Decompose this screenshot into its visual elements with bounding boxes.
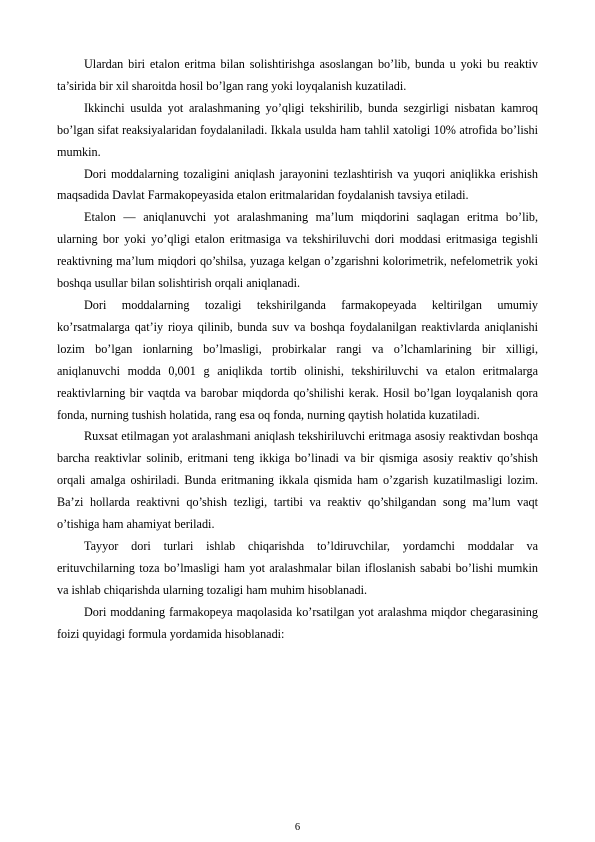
- paragraph-7: Tayyor dori turlari ishlab chiqarishda to’ldiruvchilar, yordamchi moddalar va erituvchilarning toza bo’lmasligi ham yot aralashmalar bilan ifloslanish sababi bo’lishi mumkin va ishlab chiqarishda ularning tozaligi ham muhim hisoblanadi.: [57, 538, 538, 597]
- paragraph-3: Dori moddalarning tozaligini aniqlash jarayonini tezlashtirish va yuqori aniqlikka erishish maqsadida Davlat Farmakopeyasida etalon eritmalaridan foydalanish tavsiya etiladi.: [57, 166, 538, 203]
- page-number: 6: [294, 822, 301, 833]
- document-body: [57, 54, 538, 645]
- paragraph-1: Ulardan biri etalon eritma bilan solishtirishga asoslangan bo’lib, bunda u yoki bu reaktiv ta’sirida bir xil sharoitda hosil bo’lgan rang yoki loyqalanish kuzatiladi.: [57, 57, 538, 93]
- paragraph-8: Dori moddaning farmakopeya maqolasida ko’rsatilgan yot aralashma miqdor chegarasining foizi quyidagi formula yordamida hisoblanadi:: [57, 604, 538, 641]
- paragraph-5: Dori moddalarning tozaligi tekshirilganda farmakopeyada keltirilgan umumiy ko’rsatmalarga qat’iy rioya qilinib, bunda suv va boshqa foydalanilgan reaktivlarda aniqlanishi lozim bo’lgan ionlarning bo’lmasligi, probirkalar rangi va o’lchamlarining bir xilligi, aniqlanuvchi modda 0,001 g aniqlikda tortib olinishi, tekshiriluvchi va etalon eritmalarga reaktivlarning bir vaqtda va barobar miqdorda qo’shilishi kerak. Hosil bo’lgan loyqalanish qora fonda, nurning tushish holatida, rang esa oq fonda, nurning qaytish holatida kuzatiladi.: [57, 297, 538, 422]
- paragraph-2: Ikkinchi usulda yot aralashmaning yo’qligi tekshirilib, bunda sezgirligi nisbatan kamroq bo’lgan sifat reaksiyalaridan foydalaniladi. Ikkala usulda ham tahlil xatoligi 10% atrofida bo’lishi mumkin.: [57, 100, 538, 159]
- paragraph-6: Ruxsat etilmagan yot aralashmani aniqlash tekshiriluvchi eritmaga asosiy reaktivdan boshqa barcha reaktivlar solinib, eritmani teng ikkiga bo’linadi va bir qismiga asosiy reaktiv qo’shish orqali amalga oshiriladi. Bunda eritmaning ikkala qismida ham o’zgarish kuzatilmasligi lozim. Ba’zi hollarda reaktivni qo’shish tezligi, tartibi va reaktiv qo’shilgandan song ma’lum vaqt o’tishiga ham ahamiyat beriladi.: [57, 429, 538, 532]
- paragraph-4: Etalon — aniqlanuvchi yot aralashmaning ma’lum miqdorini saqlagan eritma bo’lib, ularning bor yoki yo’qligi etalon eritmasiga va tekshiriluvchi dori moddasi eritmasiga tegishli reaktivning ma’lum miqdori qo’shilsa, yuzaga kelgan o’zgarishni kolorimetrik, nefelometrik yoki boshqa usullar bilan solishtirish orqali aniqlanadi.: [57, 210, 538, 291]
